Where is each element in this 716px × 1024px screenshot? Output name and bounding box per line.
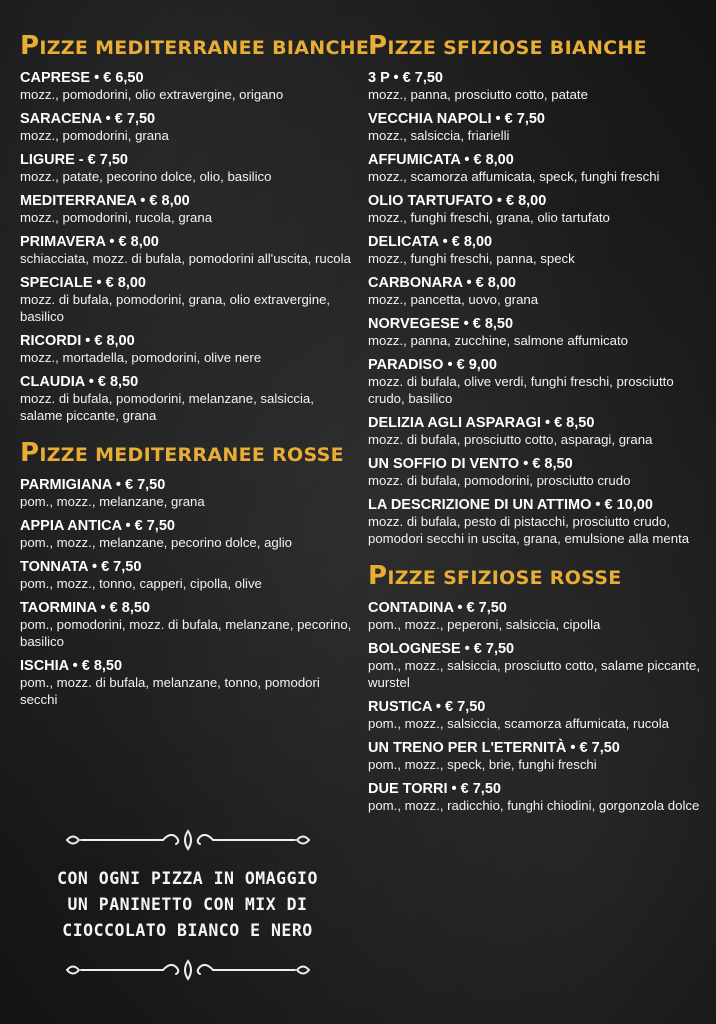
pizza-ingredients: mozz., funghi freschi, panna, speck [368, 251, 575, 266]
menu-item-header [368, 699, 708, 715]
pizza-name: CONTADINA [368, 600, 454, 616]
pizza-name: APPIA ANTICA [20, 518, 122, 534]
pizza-ingredients: mozz., salsiccia, friarielli [368, 128, 510, 143]
pizza-price: € 8,50 [554, 415, 595, 431]
menu-item [368, 193, 708, 226]
menu-item [20, 600, 355, 650]
price-separator: • [459, 316, 473, 332]
pizza-price: € 8,50 [109, 600, 150, 616]
pizza-name: DELIZIA AGLI ASPARAGI [368, 415, 541, 431]
menu-item-header [368, 316, 708, 332]
menu-item [368, 275, 708, 308]
menu-item [368, 152, 708, 185]
pizza-price: € 7,50 [101, 559, 142, 575]
price-separator: • [438, 234, 452, 250]
pizza-name: BOLOGNESE [368, 641, 461, 657]
pizza-ingredients: pom., mozz., peperoni, salsiccia, cipolla [368, 617, 601, 632]
price-separator: • [68, 658, 82, 674]
menu-item-header [368, 781, 708, 797]
pizza-name: ISCHIA [20, 658, 69, 674]
menu-item [368, 740, 708, 773]
pizza-name: VECCHIA NAPOLI [368, 111, 492, 127]
menu-item-header [368, 456, 708, 472]
price-separator: • [81, 333, 95, 349]
menu-item [20, 518, 355, 551]
pizza-ingredients: mozz., pomodorini, olio extravergine, origano [20, 87, 284, 102]
pizza-price: € 8,00 [473, 152, 514, 168]
menu-list [368, 70, 708, 547]
menu-item [368, 70, 708, 103]
menu-item [20, 152, 355, 185]
price-separator: • [96, 600, 110, 616]
pizza-price: € 7,50 [579, 740, 620, 756]
pizza-ingredients: pom., mozz., salsiccia, prosciutto cotto, salame piccante, wurstel [368, 658, 701, 690]
menu-item-header [20, 600, 355, 616]
menu-item [368, 781, 708, 814]
pizza-price: € 8,00 [475, 275, 516, 291]
menu-item [20, 70, 355, 103]
price-separator: • [92, 275, 106, 291]
pizza-price: € 8,50 [472, 316, 514, 332]
pizza-name: DELICATA [368, 234, 439, 250]
pizza-price: € 7,50 [504, 111, 545, 127]
menu-item-header [368, 497, 708, 513]
price-separator: • [491, 111, 505, 127]
price-separator: • [431, 699, 446, 715]
price-separator: • [447, 781, 461, 797]
pizza-name: DUE TORRI [368, 781, 448, 797]
promo-line: UN PANINETTO CON MIX DI [67, 895, 308, 914]
pizza-price: € 7,50 [134, 518, 175, 534]
pizza-name: OLIO TARTUFATO [368, 193, 493, 209]
pizza-ingredients: schiacciata, mozz. di bufala, pomodorini all'uscita, rucola [20, 251, 351, 266]
right-column [368, 33, 708, 822]
menu-item-header [20, 275, 355, 291]
pizza-ingredients: pom., mozz. di bufala, melanzane, tonno, pomodori secchi [20, 675, 320, 707]
pizza-price: € 8,50 [97, 374, 139, 390]
menu-item-header [20, 374, 355, 390]
menu-item-header [20, 111, 355, 127]
price-separator: • [460, 152, 474, 168]
section-title: PIZZE SFIZIOSE BIANCHE [368, 31, 647, 61]
price-separator: • [492, 193, 506, 209]
section-sfiziose-bianche [368, 33, 708, 547]
pizza-price: € 7,50 [114, 111, 156, 127]
pizza-ingredients: mozz., patate, pecorino dolce, olio, basilico [20, 169, 272, 184]
pizza-name: PARMIGIANA [20, 477, 112, 493]
menu-item-header [20, 234, 355, 250]
menu-item-header [368, 193, 708, 209]
promo-box [20, 828, 355, 982]
menu-item [368, 357, 708, 407]
price-separator: • [443, 357, 457, 373]
pizza-price: € 7,50 [124, 477, 166, 493]
pizza-price: € 7,50 [445, 699, 486, 715]
pizza-ingredients: mozz. di bufala, pesto di pistacchi, prosciutto crudo, pomodori secchi in uscita, grana, emulsione alla menta [368, 514, 690, 546]
pizza-name: RUSTICA [368, 699, 432, 715]
menu-item-header [368, 275, 708, 291]
menu-item-header [368, 111, 708, 127]
pizza-name: PARADISO [368, 357, 444, 373]
section-title: PIZZE SFIZIOSE ROSSE [368, 561, 622, 591]
pizza-name: RICORDI [20, 333, 82, 349]
pizza-ingredients: pom., mozz., radicchio, funghi chiodini, gorgonzola dolce [368, 798, 700, 813]
pizza-price: € 8,50 [532, 456, 573, 472]
menu-item-header [368, 357, 708, 373]
menu-item-header [20, 559, 355, 575]
pizza-price: € 8,00 [118, 234, 159, 250]
menu-item [20, 275, 355, 325]
price-separator: • [453, 600, 467, 616]
price-separator: • [519, 456, 533, 472]
price-separator: • [136, 193, 150, 209]
pizza-ingredients: mozz., panna, prosciutto cotto, patate [368, 87, 588, 102]
pizza-name: LA DESCRIZIONE DI UN ATTIMO [368, 497, 592, 513]
pizza-price: € 9,00 [456, 357, 497, 373]
pizza-price: € 7,50 [402, 70, 443, 86]
menu-item-header [20, 152, 355, 168]
pizza-name: AFFUMICATA [368, 152, 461, 168]
menu-item-header [368, 740, 708, 756]
pizza-ingredients: mozz. di bufala, olive verdi, funghi freschi, prosciutto crudo, basilico [368, 374, 674, 406]
menu-item [20, 477, 355, 510]
pizza-name: SARACENA [20, 111, 102, 127]
pizza-price: € 7,50 [473, 641, 515, 657]
menu-item [368, 497, 708, 547]
pizza-name: SPECIALE [20, 275, 93, 291]
pizza-name: MEDITERRANEA [20, 193, 137, 209]
pizza-ingredients: mozz. di bufala, prosciutto cotto, asparagi, grana [368, 432, 653, 447]
menu-item [368, 415, 708, 448]
menu-item-header [368, 415, 708, 431]
pizza-price: € 7,50 [460, 781, 501, 797]
scroll-divider-icon [63, 828, 313, 852]
section-sfiziose-rosse [368, 563, 708, 814]
menu-item [368, 234, 708, 267]
menu-item [20, 333, 355, 366]
pizza-ingredients: pom., mozz., salsiccia, scamorza affumicata, rucola [368, 716, 669, 731]
price-separator: • [111, 477, 125, 493]
menu-item-header [20, 477, 355, 493]
price-separator: • [90, 70, 104, 86]
pizza-ingredients: mozz., mortadella, pomodorini, olive nere [20, 350, 262, 365]
section-title: PIZZE MEDITERRANEE ROSSE [20, 438, 344, 468]
pizza-ingredients: pom., mozz., speck, brie, funghi freschi [368, 757, 597, 772]
menu-item-header [368, 70, 708, 86]
price-separator: • [389, 70, 403, 86]
menu-list [20, 477, 355, 708]
pizza-name: CARBONARA [368, 275, 463, 291]
pizza-price: € 7,50 [466, 600, 507, 616]
price-separator: • [87, 559, 102, 575]
section-title: PIZZE MEDITERRANEE BIANCHE [20, 31, 370, 61]
pizza-ingredients: mozz., pomodorini, grana [20, 128, 169, 143]
menu-item-header [20, 518, 355, 534]
pizza-ingredients: mozz. di bufala, pomodorini, prosciutto crudo [368, 473, 631, 488]
pizza-name: LIGURE [20, 152, 75, 168]
price-separator: • [540, 415, 555, 431]
price-separator: • [84, 374, 98, 390]
pizza-name: UN TRENO PER L'ETERNITÀ [368, 740, 567, 756]
pizza-name: CAPRESE [20, 70, 91, 86]
pizza-price: € 8,00 [451, 234, 493, 250]
price-separator: • [460, 641, 474, 657]
pizza-ingredients: pom., mozz., tonno, capperi, cipolla, olive [20, 576, 262, 591]
scroll-divider-icon [63, 958, 313, 982]
pizza-price: € 8,00 [149, 193, 190, 209]
promo-text [20, 866, 355, 944]
menu-item [20, 374, 355, 424]
pizza-price: € 6,50 [103, 70, 144, 86]
promo-line: CON OGNI PIZZA IN OMAGGIO [57, 869, 318, 888]
menu-item-header [368, 234, 708, 250]
menu-item [20, 658, 355, 708]
pizza-price: € 8,50 [81, 658, 123, 674]
menu-item [20, 559, 355, 592]
pizza-name: CLAUDIA [20, 374, 85, 390]
menu-item-header [20, 70, 355, 86]
price-separator: • [462, 275, 476, 291]
pizza-price: € 8,00 [506, 193, 547, 209]
pizza-ingredients: mozz., pancetta, uovo, grana [368, 292, 539, 307]
pizza-price: € 8,00 [94, 333, 135, 349]
menu-item [20, 111, 355, 144]
pizza-ingredients: mozz., panna, zucchine, salmone affumicato [368, 333, 628, 348]
pizza-name: PRIMAVERA [20, 234, 106, 250]
pizza-ingredients: pom., mozz., melanzane, pecorino dolce, aglio [20, 535, 292, 550]
menu-item-header [368, 600, 708, 616]
pizza-price: € 7,50 [87, 152, 128, 168]
promo-line: CIOCCOLATO BIANCO E NERO [62, 921, 313, 940]
menu-item [368, 641, 708, 691]
menu-item [368, 600, 708, 633]
pizza-ingredients: pom., pomodorini, mozz. di bufala, melanzane, pecorino, basilico [20, 617, 352, 649]
menu-item [368, 316, 708, 349]
menu-list [20, 70, 355, 424]
price-separator: • [591, 497, 605, 513]
price-separator: - [74, 152, 88, 168]
price-separator: • [566, 740, 580, 756]
pizza-name: 3 P [368, 70, 390, 86]
price-separator: • [101, 111, 115, 127]
menu-item-header [20, 333, 355, 349]
pizza-ingredients: mozz., funghi freschi, grana, olio tartufato [368, 210, 610, 225]
price-separator: • [121, 518, 135, 534]
left-column [20, 31, 370, 716]
menu-item [368, 111, 708, 144]
pizza-name: NORVEGESE [368, 316, 460, 332]
pizza-ingredients: mozz., pomodorini, rucola, grana [20, 210, 213, 225]
section-mediterranee-rosse [20, 440, 355, 708]
pizza-ingredients: mozz. di bufala, pomodorini, melanzane, salsiccia, salame piccante, grana [20, 391, 314, 423]
menu-item-header [368, 641, 708, 657]
pizza-ingredients: mozz. di bufala, pomodorini, grana, olio extravergine, basilico [20, 292, 331, 324]
price-separator: • [105, 234, 119, 250]
menu-item-header [20, 658, 355, 674]
pizza-name: UN SOFFIO DI VENTO [368, 456, 520, 472]
menu-item [20, 234, 355, 267]
menu-item [20, 193, 355, 226]
pizza-name: TONNATA [20, 559, 88, 575]
pizza-ingredients: pom., mozz., melanzane, grana [20, 494, 205, 509]
menu-item [368, 456, 708, 489]
menu-list [368, 600, 708, 814]
menu-item-header [20, 193, 355, 209]
pizza-ingredients: mozz., scamorza affumicata, speck, funghi freschi [368, 169, 660, 184]
pizza-name: TAORMINA [20, 600, 97, 616]
section-mediterranee-bianche [20, 31, 370, 424]
pizza-price: € 8,00 [105, 275, 146, 291]
pizza-price: € 10,00 [604, 497, 653, 513]
menu-item-header [368, 152, 708, 168]
menu-item [368, 699, 708, 732]
